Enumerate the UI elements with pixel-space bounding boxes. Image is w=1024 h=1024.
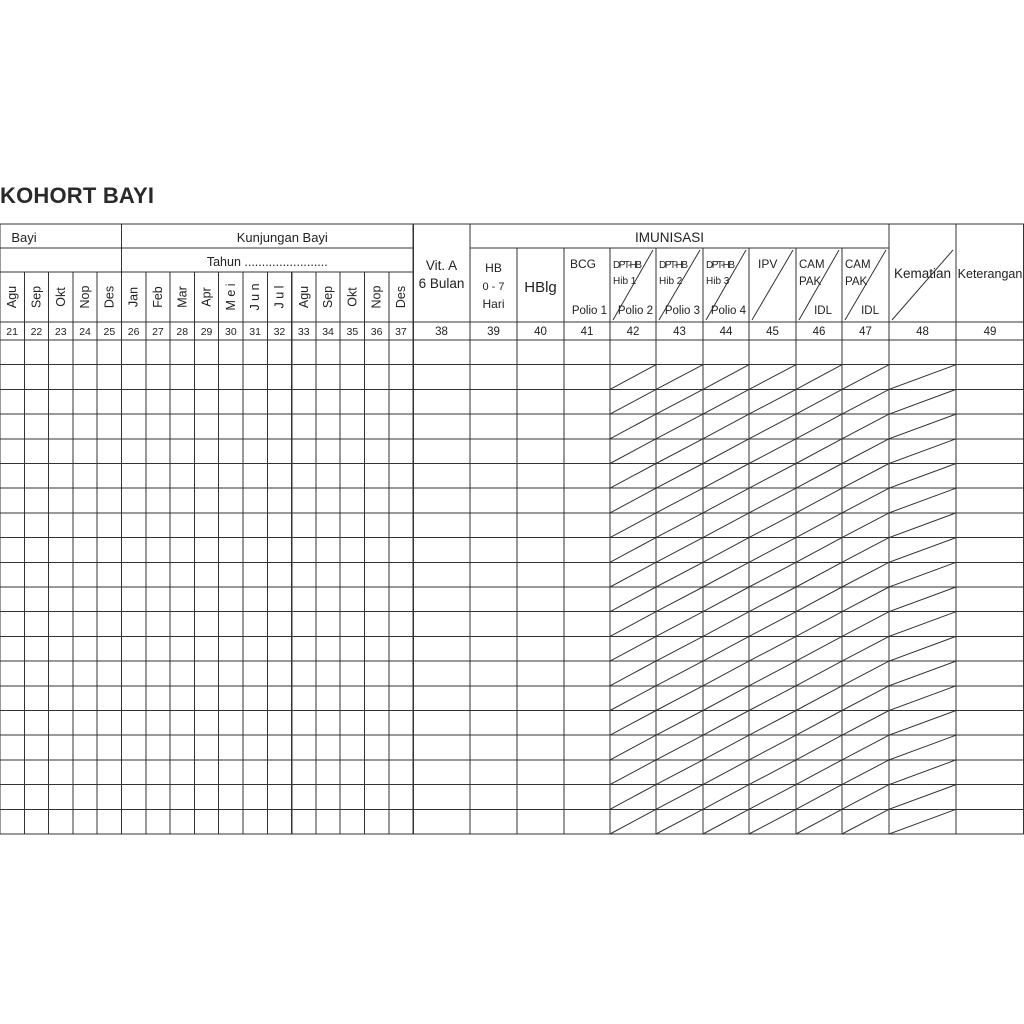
body-cell-diagonal [889,414,956,439]
body-cell-diagonal [749,439,796,464]
body-cell-diagonal [610,785,656,810]
body-cell-diagonal [656,711,703,736]
month-kunjungan-10: Nop [369,285,384,309]
body-cell-diagonal [842,538,889,563]
header-polio1: Polio 1 [571,305,607,317]
body-cell-diagonal [842,636,889,661]
col-number-49: 49 [983,326,997,338]
body-cell-diagonal [656,612,703,637]
col-number-42: 42 [626,326,640,338]
body-cell-diagonal [889,513,956,538]
header-polio-2: Polio 2 [617,305,653,317]
body-cell-diagonal [796,488,842,513]
body-cell-diagonal [842,587,889,612]
body-cell-diagonal [842,513,889,538]
col-number-46: 46 [812,326,826,338]
col-number-29: 29 [200,326,213,338]
month-bayi-4: Des [102,285,117,309]
col-number-28: 28 [176,326,189,338]
header-kunjungan-bayi: Kunjungan Bayi [236,230,328,245]
body-cell-diagonal [703,661,749,686]
body-cell-diagonal [796,587,842,612]
body-cell-diagonal [749,661,796,686]
col-number-40: 40 [534,326,547,338]
body-cell-diagonal [703,464,749,489]
header-hib-1: Hib 1 [613,276,637,287]
body-cell-diagonal [610,587,656,612]
body-cell-diagonal [749,513,796,538]
body-cell-diagonal [796,661,842,686]
body-cell-diagonal [610,439,656,464]
body-cell-diagonal [842,488,889,513]
body-cell-diagonal [656,488,703,513]
body-cell-diagonal [889,809,956,834]
body-cell-diagonal [610,488,656,513]
body-cell-diagonal [703,538,749,563]
body-cell-diagonal [656,538,703,563]
header-hb-line2: 0 - 7 [482,281,505,293]
body-cell-diagonal [610,612,656,637]
body-cell-diagonal [749,612,796,637]
body-cell-diagonal [749,686,796,711]
body-cell-diagonal [610,464,656,489]
body-cell-diagonal [703,439,749,464]
body-cell-diagonal [842,389,889,414]
body-cell-diagonal [610,538,656,563]
body-cell-diagonal [703,389,749,414]
month-bayi-1: Sep [29,285,44,309]
body-cell-diagonal [889,612,956,637]
body-cell-diagonal [610,760,656,785]
body-cell-diagonal [610,636,656,661]
body-cell-diagonal [796,562,842,587]
header-tahun: Tahun ........................ [206,255,328,269]
body-cell-diagonal [796,735,842,760]
body-cell-diagonal [656,439,703,464]
body-cell-diagonal [703,760,749,785]
header-idl-2: IDL [861,305,879,317]
body-cell-diagonal [656,389,703,414]
body-cell-diagonal [842,661,889,686]
header-idl-1: IDL [814,305,832,317]
body-cell-diagonal [796,612,842,637]
body-cell-diagonal [656,785,703,810]
body-cell-diagonal [749,785,796,810]
header-pak-2: PAK [845,276,868,288]
body-cell-diagonal [656,414,703,439]
body-cell-diagonal [610,711,656,736]
body-cell-diagonal [656,562,703,587]
body-cell-diagonal [889,488,956,513]
body-cell-diagonal [889,587,956,612]
col-number-45: 45 [766,326,779,338]
body-cell-diagonal [703,587,749,612]
month-kunjungan-8: Sep [321,285,336,309]
body-cell-diagonal [889,464,956,489]
body-cell-diagonal [656,587,703,612]
body-cell-diagonal [610,513,656,538]
body-cell-diagonal [842,562,889,587]
body-cell-diagonal [703,414,749,439]
body-cell-diagonal [656,809,703,834]
body-cell-diagonal [889,785,956,810]
body-cell-diagonal [889,661,956,686]
body-cell-diagonal [610,686,656,711]
month-kunjungan-4: M e i [223,283,238,311]
month-kunjungan-11: Des [393,285,408,309]
header-cam-2: CAM [845,259,871,271]
body-cell-diagonal [842,785,889,810]
month-kunjungan-3: Apr [199,287,214,307]
header-dpt-hb-1: DPT-HB [613,260,642,271]
body-cell-diagonal [889,538,956,563]
body-cell-diagonal [796,711,842,736]
header-hb-line3: Hari [482,297,505,311]
col-number-33: 33 [297,326,310,338]
body-cell-diagonal [749,365,796,390]
body-cell-diagonal [889,760,956,785]
body-cell-diagonal [796,414,842,439]
col-number-27: 27 [152,326,164,338]
body-cell-diagonal [749,809,796,834]
body-cell-diagonal [703,562,749,587]
body-cell-diagonal [703,488,749,513]
month-kunjungan-2: Mar [175,286,190,308]
body-cell-diagonal [749,389,796,414]
body-cell-diagonal [656,464,703,489]
body-cell-diagonal [842,760,889,785]
col-number-37: 37 [395,326,407,338]
body-cell-diagonal [749,587,796,612]
header-hib-2: Hib 2 [659,276,683,287]
body-cell-diagonal [749,636,796,661]
col-number-32: 32 [273,326,286,338]
month-kunjungan-5: J u n [248,283,263,311]
body-cell-diagonal [610,389,656,414]
body-cell-diagonal [610,365,656,390]
body-cell-diagonal [703,686,749,711]
body-cell-diagonal [889,711,956,736]
col-number-30: 30 [225,326,237,338]
body-cell-diagonal [656,636,703,661]
col-number-24: 24 [79,326,91,338]
col-number-21: 21 [6,326,18,338]
month-kunjungan-6: J u l [272,285,287,309]
body-cell-diagonal [610,735,656,760]
body-cell-diagonal [749,760,796,785]
body-cell-diagonal [610,414,656,439]
header-dpt-hb-3: DPT-HB [706,260,735,271]
month-kunjungan-7: Agu [296,285,311,309]
body-cell-diagonal [703,735,749,760]
body-cell-diagonal [749,711,796,736]
col-number-39: 39 [487,326,500,338]
body-cell-diagonal [703,513,749,538]
header-bcg: BCG [570,257,597,271]
page-title: KOHORT BAYI [0,183,155,208]
body-cell-diagonal [889,686,956,711]
col-number-25: 25 [103,326,116,338]
body-cell-diagonal [796,464,842,489]
col-number-36: 36 [370,326,383,338]
body-cell-diagonal [749,735,796,760]
body-cell-diagonal [842,686,889,711]
body-cell-diagonal [842,735,889,760]
body-cell-diagonal [842,711,889,736]
col-number-26: 26 [127,326,140,338]
body-cell-diagonal [796,439,842,464]
header-vita-line2: 6 Bulan [418,276,465,291]
body-cell-diagonal [656,760,703,785]
header-polio-3: Polio 3 [664,305,700,317]
body-cell-diagonal [656,661,703,686]
header-dpt-hb-2: DPT-HB [659,260,688,271]
col-number-47: 47 [859,326,872,338]
col-number-31: 31 [249,326,261,338]
body-cell-diagonal [749,414,796,439]
col-number-23: 23 [54,326,67,338]
header-ipv: IPV [758,257,778,271]
col-number-48: 48 [916,326,929,338]
body-cell-diagonal [889,389,956,414]
body-cell-diagonal [842,365,889,390]
header-hblg: HBlg [524,279,557,296]
month-kunjungan-9: Okt [345,287,360,307]
body-cell-diagonal [842,439,889,464]
body-cell-diagonal [610,562,656,587]
body-cell-diagonal [796,636,842,661]
header-vita-line1: Vit. A [425,258,458,273]
month-bayi-0: Agu [5,285,20,309]
body-cell-diagonal [703,636,749,661]
body-cell-diagonal [796,365,842,390]
header-hib-3: Hib 3 [706,276,730,287]
body-cell-diagonal [656,365,703,390]
body-cell-diagonal [796,538,842,563]
body-cell-diagonal [842,612,889,637]
col-number-34: 34 [322,326,334,338]
header-cell-diagonal [892,250,953,320]
header-hb-line1: HB [485,261,502,275]
month-bayi-2: Okt [53,287,68,307]
body-cell-diagonal [656,513,703,538]
body-cell-diagonal [796,686,842,711]
body-cell-diagonal [749,464,796,489]
body-cell-diagonal [749,562,796,587]
header-bayi: Bayi [11,230,37,245]
body-cell-diagonal [610,661,656,686]
body-cell-diagonal [796,513,842,538]
body-cell-diagonal [749,488,796,513]
header-keterangan: Keterangan [957,267,1023,281]
body-cell-diagonal [703,612,749,637]
body-cell-diagonal [889,439,956,464]
month-kunjungan-1: Feb [150,286,165,308]
col-number-43: 43 [673,326,686,338]
month-kunjungan-0: Jan [126,286,141,308]
body-cell-diagonal [703,785,749,810]
body-cell-diagonal [842,414,889,439]
body-cell-diagonal [842,464,889,489]
body-cell-diagonal [656,735,703,760]
body-cell-diagonal [703,809,749,834]
body-cell-diagonal [796,785,842,810]
col-number-38: 38 [435,326,448,338]
header-pak-1: PAK [799,276,822,288]
body-cell-diagonal [796,760,842,785]
col-number-35: 35 [346,326,359,338]
body-cell-diagonal [889,636,956,661]
col-number-41: 41 [580,326,594,338]
body-cell-diagonal [796,809,842,834]
body-cell-diagonal [796,389,842,414]
body-cell-diagonal [703,365,749,390]
body-cell-diagonal [703,711,749,736]
body-cell-diagonal [610,809,656,834]
col-number-22: 22 [30,326,43,338]
body-cell-diagonal [749,538,796,563]
body-cell-diagonal [889,365,956,390]
body-cell-diagonal [842,809,889,834]
month-bayi-3: Nop [78,285,93,309]
header-polio-4: Polio 4 [710,305,746,317]
header-imunisasi: IMUNISASI [634,230,705,245]
body-cell-diagonal [889,735,956,760]
body-cell-diagonal [656,686,703,711]
header-kematian: Kematian [893,266,952,281]
body-cell-diagonal [889,562,956,587]
header-cam-1: CAM [799,259,825,271]
col-number-44: 44 [719,326,733,338]
